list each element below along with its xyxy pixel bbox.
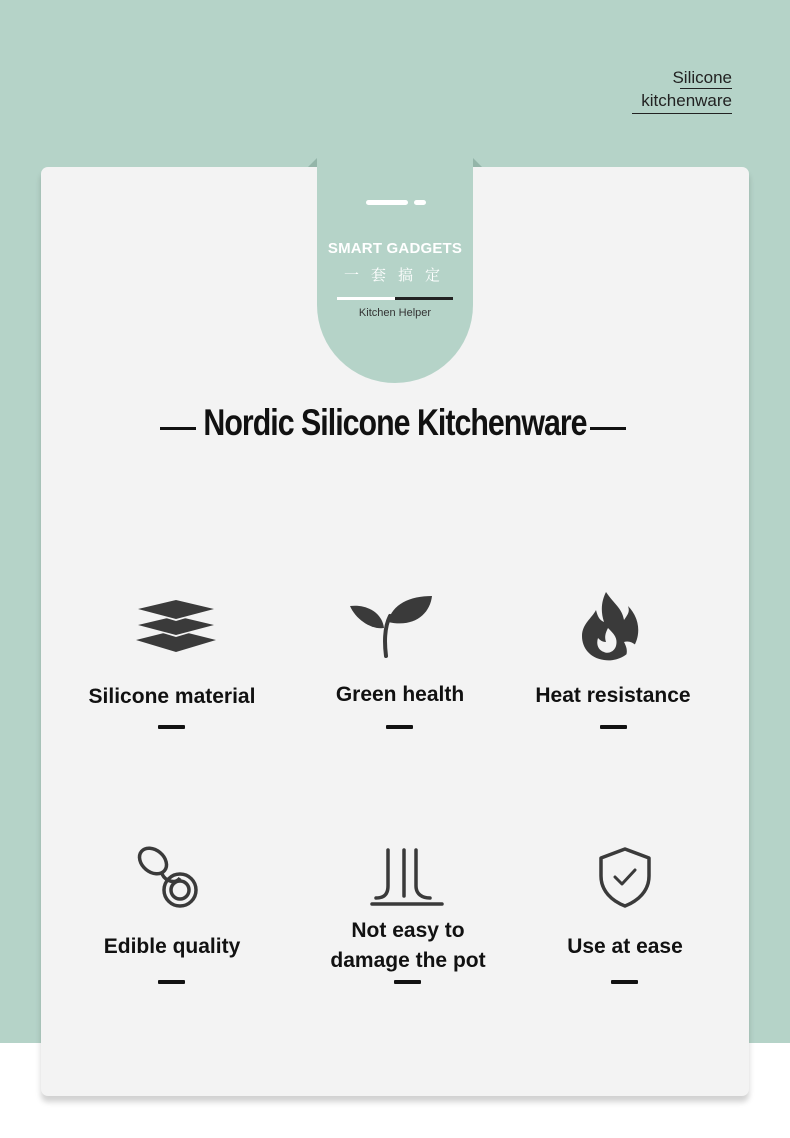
- feature-label: Edible quality: [103, 935, 241, 958]
- corner-title-line1: Silicone: [672, 68, 732, 87]
- feature-bar: [611, 980, 638, 984]
- feature-label: Heat resistance: [535, 684, 691, 707]
- feature-label: Use at ease: [567, 935, 683, 958]
- feature-label: Green health: [335, 683, 465, 706]
- shield-check-icon: [598, 846, 652, 912]
- feature-bar: [158, 725, 185, 729]
- tab-bar-black: [395, 297, 453, 300]
- feature-label: Silicone material: [88, 685, 256, 708]
- layers-icon: [134, 592, 218, 662]
- feature-heat-resistance: [508, 588, 718, 738]
- tab-bar-white: [337, 297, 395, 300]
- feature-pot-safe: [298, 842, 518, 992]
- sprout-icon: [348, 592, 434, 662]
- feature-label-line1: Not easy to: [351, 919, 465, 942]
- feature-edible-quality: [62, 842, 282, 992]
- feature-green-health: [290, 588, 510, 738]
- corner-title-rule: [632, 113, 732, 114]
- feature-silicone-material: [62, 588, 282, 738]
- feature-label-line2: damage the pot: [330, 949, 486, 972]
- tab-dash-short: [414, 200, 426, 205]
- flame-icon: [580, 590, 642, 666]
- tab-fold-left: [308, 158, 317, 167]
- page-title: Nordic Silicone Kitchenware: [203, 402, 587, 443]
- tab-dash-long: [366, 200, 408, 205]
- pot-handle-icon: [370, 846, 444, 910]
- feature-bar: [600, 725, 627, 729]
- feature-bar: [394, 980, 421, 984]
- corner-title-rule-top: [680, 88, 732, 89]
- tab-fold-right: [473, 158, 482, 167]
- tab-caption: Kitchen Helper: [358, 307, 432, 319]
- feature-use-at-ease: [520, 842, 730, 992]
- tab-title: SMART GADGETS: [327, 240, 463, 257]
- pacifier-icon: [136, 844, 202, 914]
- tab-subtitle-cn: 一套搞定: [343, 266, 452, 284]
- header-tab: [317, 158, 473, 383]
- feature-bar: [158, 980, 185, 984]
- corner-title: [641, 66, 732, 112]
- corner-title-line2: kitchenware: [641, 91, 732, 110]
- feature-bar: [386, 725, 413, 729]
- heading-dash-right: [590, 427, 626, 430]
